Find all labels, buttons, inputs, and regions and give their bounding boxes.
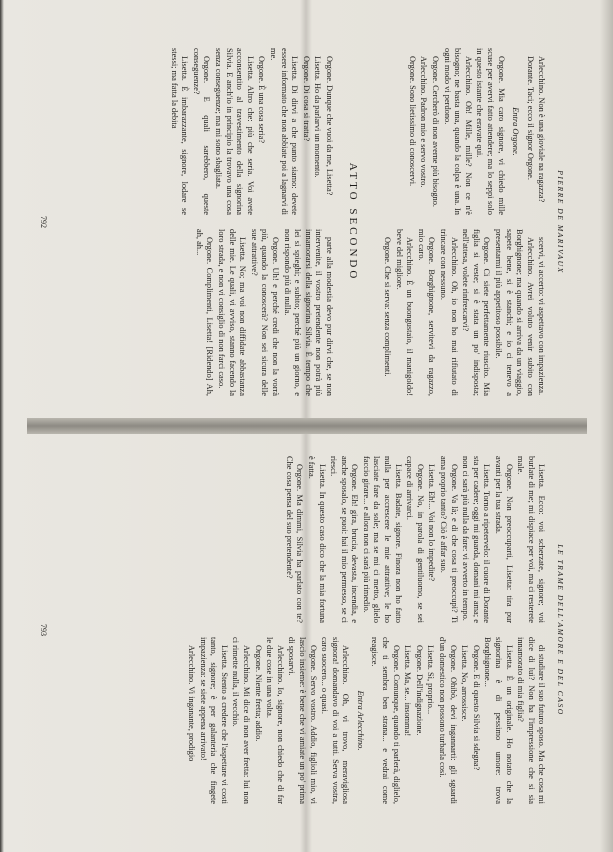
page-number: 793 bbox=[38, 624, 48, 636]
paragraph: Orgone. Che si serva: senza complimenti. bbox=[382, 237, 392, 377]
paragraph: Arlecchino. Io, signore, non chiedo che di far le due cose in una volta. bbox=[264, 637, 285, 804]
paragraph: Dorante. Taci; ecco il signor Orgone. bbox=[525, 56, 535, 180]
paragraph: parte alla modestia devo pur dirvi che, se non intervenite, il vostro pretendente non potrà più innamorarsi della signorina Silvia. È tempo che lei si spieghi; e subito; perché più un giorno, e non rispondo più di nulla. bbox=[282, 229, 334, 396]
stage-direction: Entra Arlecchino. bbox=[355, 690, 365, 751]
paragraph: Orgone. Cercherò di non averne più bisogno. bbox=[430, 56, 440, 208]
paragraph: Orgone. Comunque, quando ti parlerà, diglielo, che ti sembra ben strana... e vedrai come reagisce. bbox=[370, 637, 401, 804]
paragraph: Lisetta. Badate, signore. Finora non ho fatto nulla per accrescere le mie attrattive; le ho lasciate fare da sole; ma se mi ci metto, glielo faccio girare... e allora non ci sarà più rimedio. bbox=[361, 456, 403, 623]
paragraph: Arlecchino. Padron mio e servo vostro. bbox=[418, 56, 428, 188]
paragraph: Orgone. Ci siete perfettamente riuscito. Mia figlia si veste; si è stata un po' indisposta; nell'attesa, volete rinfrescarvi? bbox=[460, 229, 491, 396]
paragraph: scervi, vi accerto: vi aspettavo con impazienza. bbox=[536, 237, 546, 396]
left-column-3 bbox=[167, 48, 334, 215]
left-page bbox=[27, 26, 587, 418]
right-column-1 bbox=[184, 456, 546, 623]
paragraph: Orgone. Complimenti, Lisetta! [Ridendo] Ah, ah, ah... bbox=[194, 229, 214, 396]
paragraph: Arlecchino. Oh! Mille, mille? Non ce n'è bisogno; ne basta una, quando la colpa è una. In ogni modo vi perdono. bbox=[442, 48, 473, 215]
right-running-head: LE TRAME DELL'AMORE E DEL CASO bbox=[555, 544, 565, 716]
page-number: 792 bbox=[38, 216, 48, 228]
book-gutter bbox=[27, 418, 587, 434]
paragraph: Lisetta. Stento a credere che l'aspettare vi costi tanto, signore; è per galanteria che fingete impazienza: se siete appena arrivato! bbox=[198, 637, 229, 804]
paragraph: Lisetta. In questo caso dico che la mia fortuna è fatta. bbox=[306, 456, 327, 623]
paragraph: Lisetta. Eh!... Voi non lo impedite? bbox=[426, 464, 436, 582]
paragraph: Arlecchino. Non è una gioviale na ragazza? bbox=[536, 56, 546, 203]
paragraph: Orgone. Di cosa si tratta? bbox=[301, 56, 311, 142]
paragraph: Orgone. Niente fretta; addio. bbox=[253, 645, 263, 742]
paragraph: Arlecchino. Oh, io non ho mai rifiutato di trincare con nessuno. bbox=[438, 229, 459, 396]
paragraph: Lisetta. Ma, se... insomma! bbox=[402, 645, 412, 737]
paragraph: Lisetta. È un originale. Ho notato che la signorina è di pessimo umore: trova Borghignone... bbox=[482, 637, 514, 804]
paragraph: Lisetta. No, arrossisce. bbox=[459, 645, 469, 722]
left-column-4 bbox=[167, 229, 334, 396]
paragraph: Lisetta. Altro che: più che seria. Voi avete acconsentito al travestimento della signorina Silvia. E anch'io in principio la trovavo una cosa senza conseguenze; ma mi sono sbagliata. bbox=[213, 48, 255, 215]
paragraph: Arlecchino. Vi inganante, prodigio bbox=[186, 645, 196, 762]
paragraph: di studiare il suo futuro sposo. Ma che cosa mi dice di lui? Non ha l'impressione che si sia innamorato di mia figlia? bbox=[515, 637, 546, 804]
paragraph: Orgone. Dunque che vuoi da me, Lisetta? bbox=[324, 56, 334, 196]
paragraph: Lisetta. Di dirvi a che punto siamo: devete essere informato che non abbiate poi a lagnarvi di me. bbox=[268, 48, 299, 215]
paragraph: Orgone. Va là; e di che cosa ti preoccupi? Ti ama proprio tanto? Ciò è affar suo. bbox=[438, 456, 459, 623]
paragraph: Orgone. Eh! gira, brucia, devasta, incendia, e anche sposalo, se puoi: hai il mio permesso, se ci riesci. bbox=[328, 456, 359, 623]
paragraph: Lisetta. Ecco: voi scherzate, signore; voi burlate di me; mi dispiace per voi, ma ci resterete male. bbox=[515, 456, 546, 623]
paragraph: Orgone. Non preoccuparti, Lisetta: tira pur avanti per la tua strada. bbox=[493, 456, 514, 623]
paragraph: Arlecchino. Mi dice di non aver fretta: lui non ci rimette nulla, il vecchio. bbox=[230, 637, 251, 804]
paragraph: Orgone. E di questo Silvia si sdegna? bbox=[471, 645, 481, 771]
paragraph: Lisetta. No; ma voi non diffidate abbastanza delle mie. Le quali, vi avviso, stanno facendo la loro strada, e non vi consiglio di non farci caso. bbox=[216, 229, 247, 396]
paragraph: Arlecchino. Avrei voluto venir subito con Borghignone; ma quando si arriva da un viaggio, sapete bene, si è stanchi; e io ci tenevo a presentarmi il più appetitoso possibile. bbox=[493, 229, 535, 396]
paragraph: Orgone. È una cosa seria? bbox=[256, 56, 266, 144]
paragraph: Lisetta. Torno a ripetervelo: il cuore di Dorante sta per cadere; oggi mi guarda, domani mi ama; e non ci sarà più nulla da fare: vi avverto in tempo. bbox=[460, 456, 491, 623]
right-page bbox=[27, 434, 587, 826]
act-title: ATTO SECONDO bbox=[347, 162, 359, 282]
right-column-2 bbox=[184, 637, 546, 804]
left-column-1 bbox=[380, 48, 546, 215]
paragraph: Arlecchino. Oh, vi trovo, meravigliosa signora! domandavo di voi a tutti. Serva vostra, caro suocero... o quasi. bbox=[319, 637, 350, 804]
paragraph: Lisetta. Ho da parlarvi un momento. bbox=[312, 56, 322, 178]
paragraph: Lisetta. È imbarazzante, signore, lodare se stessi; ma fatta la debita bbox=[169, 48, 189, 215]
paragraph: Orgone. Ohibò, devi ingannarti: gli sguardi d'un domestico non possono turbarla così. bbox=[437, 637, 458, 804]
paragraph: Orgone. Mia caro signore, vi chiedo mille scuse per avervi fatto attendere; ma lo seppi solo in questo istante che eravate qui. bbox=[474, 48, 506, 215]
paragraph: Arlecchino. È un buongustaio, il manigoldo! beve del migliore. bbox=[394, 229, 414, 396]
left-column-2 bbox=[380, 229, 546, 396]
paragraph: Lisetta. Sì, proprio... bbox=[425, 645, 435, 715]
paragraph: Orgone. Sono lietissimo di conoscervi. bbox=[407, 56, 417, 187]
stage-direction: Entra Orgone. bbox=[510, 107, 520, 156]
paragraph: Orgone. Servo vostro. Addio, figlioli mio, vi lascio insieme: è bene che vi amiate un po' prima di sposarvi. bbox=[286, 637, 318, 804]
paragraph: Orgone. Ma dimmi, Silvia ha parlato con te? Che cosa pensa del suo pretendente? bbox=[284, 456, 304, 623]
paragraph: Orgone. No, in parola di gentiluomo, se sei capace di arrivarci. bbox=[404, 456, 425, 623]
paragraph: Orgone. E quali sarebbero, queste conseguenze? bbox=[191, 48, 211, 215]
paragraph: Orgone. Borghignone, servitevi da ragazzo, mio caro. bbox=[416, 229, 436, 396]
book-spread bbox=[27, 26, 587, 826]
paragraph: Orgone. Uh! e perché credi che non la vorrà più, quando la conoscerà? Non sei sicura delle sue attrattive? bbox=[249, 229, 280, 396]
paragraph: Orgone. Dell'indignazione. bbox=[414, 645, 424, 736]
left-running-head: PIERRE DE MARIVAUX bbox=[555, 170, 565, 274]
